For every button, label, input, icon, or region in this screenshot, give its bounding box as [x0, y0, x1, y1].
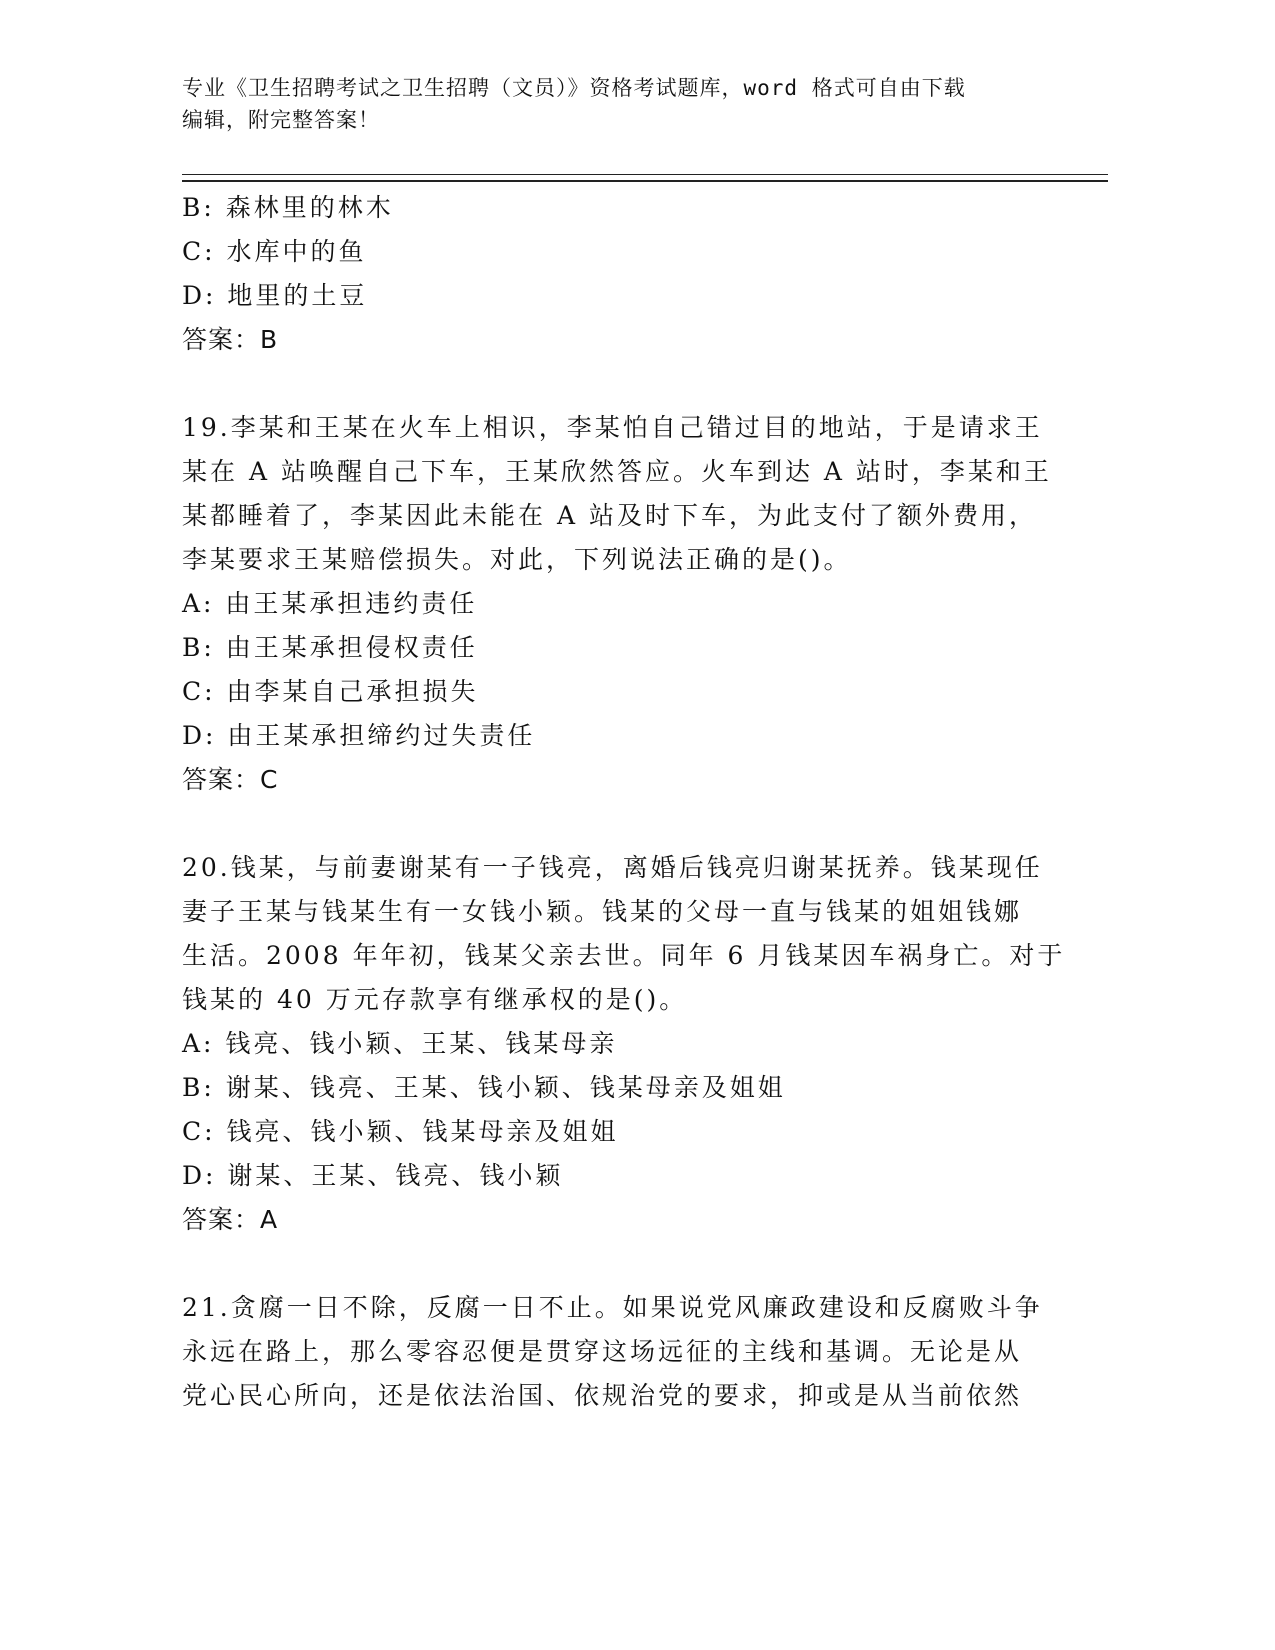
- option-d: D: 地里的土豆: [182, 281, 368, 310]
- spacer: [182, 362, 1082, 406]
- question-20-options: [182, 1022, 1082, 1198]
- option-b: B: 由王某承担侵权责任: [182, 633, 478, 662]
- question-19-options: [182, 582, 1082, 758]
- question-19-line-1: 19.李某和王某在火车上相识，李某怕自己错过目的地站，于是请求王: [182, 413, 1043, 442]
- option-b: B: 谢某、钱亮、王某、钱小颖、钱某母亲及姐姐: [182, 1073, 786, 1102]
- question-20-line-3: 生活。2008 年年初，钱某父亲去世。同年 6 月钱某因车祸身亡。对于: [182, 941, 1066, 970]
- question-21-line-3: 党心民心所向，还是依法治国、依规治党的要求，抑或是从当前依然: [182, 1381, 1023, 1410]
- question-20-line-1: 20.钱某，与前妻谢某有一子钱亮，离婚后钱亮归谢某抚养。钱某现任: [182, 853, 1043, 882]
- option-c: C: 水库中的鱼: [182, 237, 367, 266]
- spacer: [182, 1242, 1082, 1286]
- question-content: [182, 186, 1082, 1418]
- page-header: [182, 72, 1062, 136]
- question-20-line-2: 妻子王某与钱某生有一女钱小颖。钱某的父母一直与钱某的姐姐钱娜: [182, 897, 1023, 926]
- question-20-answer: 答案：A: [182, 1205, 279, 1234]
- header-divider-thick: [182, 180, 1108, 182]
- option-a: A: 由王某承担违约责任: [182, 589, 478, 618]
- question-19-line-2: 某在 A 站唤醒自己下车，王某欣然答应。火车到达 A 站时，李某和王: [182, 457, 1052, 486]
- option-d: D: 由王某承担缔约过失责任: [182, 721, 536, 750]
- option-b: B: 森林里的林木: [182, 193, 394, 222]
- prev-question-options: [182, 186, 1082, 318]
- question-19-answer: 答案：C: [182, 765, 279, 794]
- spacer: [182, 802, 1082, 846]
- question-19-line-4: 李某要求王某赔偿损失。对此，下列说法正确的是()。: [182, 545, 852, 574]
- question-20-line-4: 钱某的 40 万元存款享有继承权的是()。: [182, 985, 688, 1014]
- option-d: D: 谢某、王某、钱亮、钱小颖: [182, 1161, 564, 1190]
- header-divider-thin: [182, 174, 1108, 175]
- question-21-line-2: 永远在路上，那么零容忍便是贯穿这场远征的主线和基调。无论是从: [182, 1337, 1023, 1366]
- option-a: A: 钱亮、钱小颖、王某、钱某母亲: [182, 1029, 618, 1058]
- option-c: C: 由李某自己承担损失: [182, 677, 479, 706]
- question-19-text: [182, 406, 1082, 582]
- option-c: C: 钱亮、钱小颖、钱某母亲及姐姐: [182, 1117, 619, 1146]
- question-20-text: [182, 846, 1082, 1022]
- question-19-line-3: 某都睡着了，李某因此未能在 A 站及时下车，为此支付了额外费用，: [182, 501, 1037, 530]
- header-line-1: 专业《卫生招聘考试之卫生招聘（文员）》资格考试题库，word 格式可自由下载: [182, 76, 966, 100]
- prev-question-answer: 答案：B: [182, 325, 279, 354]
- question-21-line-1: 21.贪腐一日不除，反腐一日不止。如果说党风廉政建设和反腐败斗争: [182, 1293, 1043, 1322]
- header-line-2: 编辑，附完整答案！: [182, 108, 380, 132]
- question-21-text: [182, 1286, 1082, 1418]
